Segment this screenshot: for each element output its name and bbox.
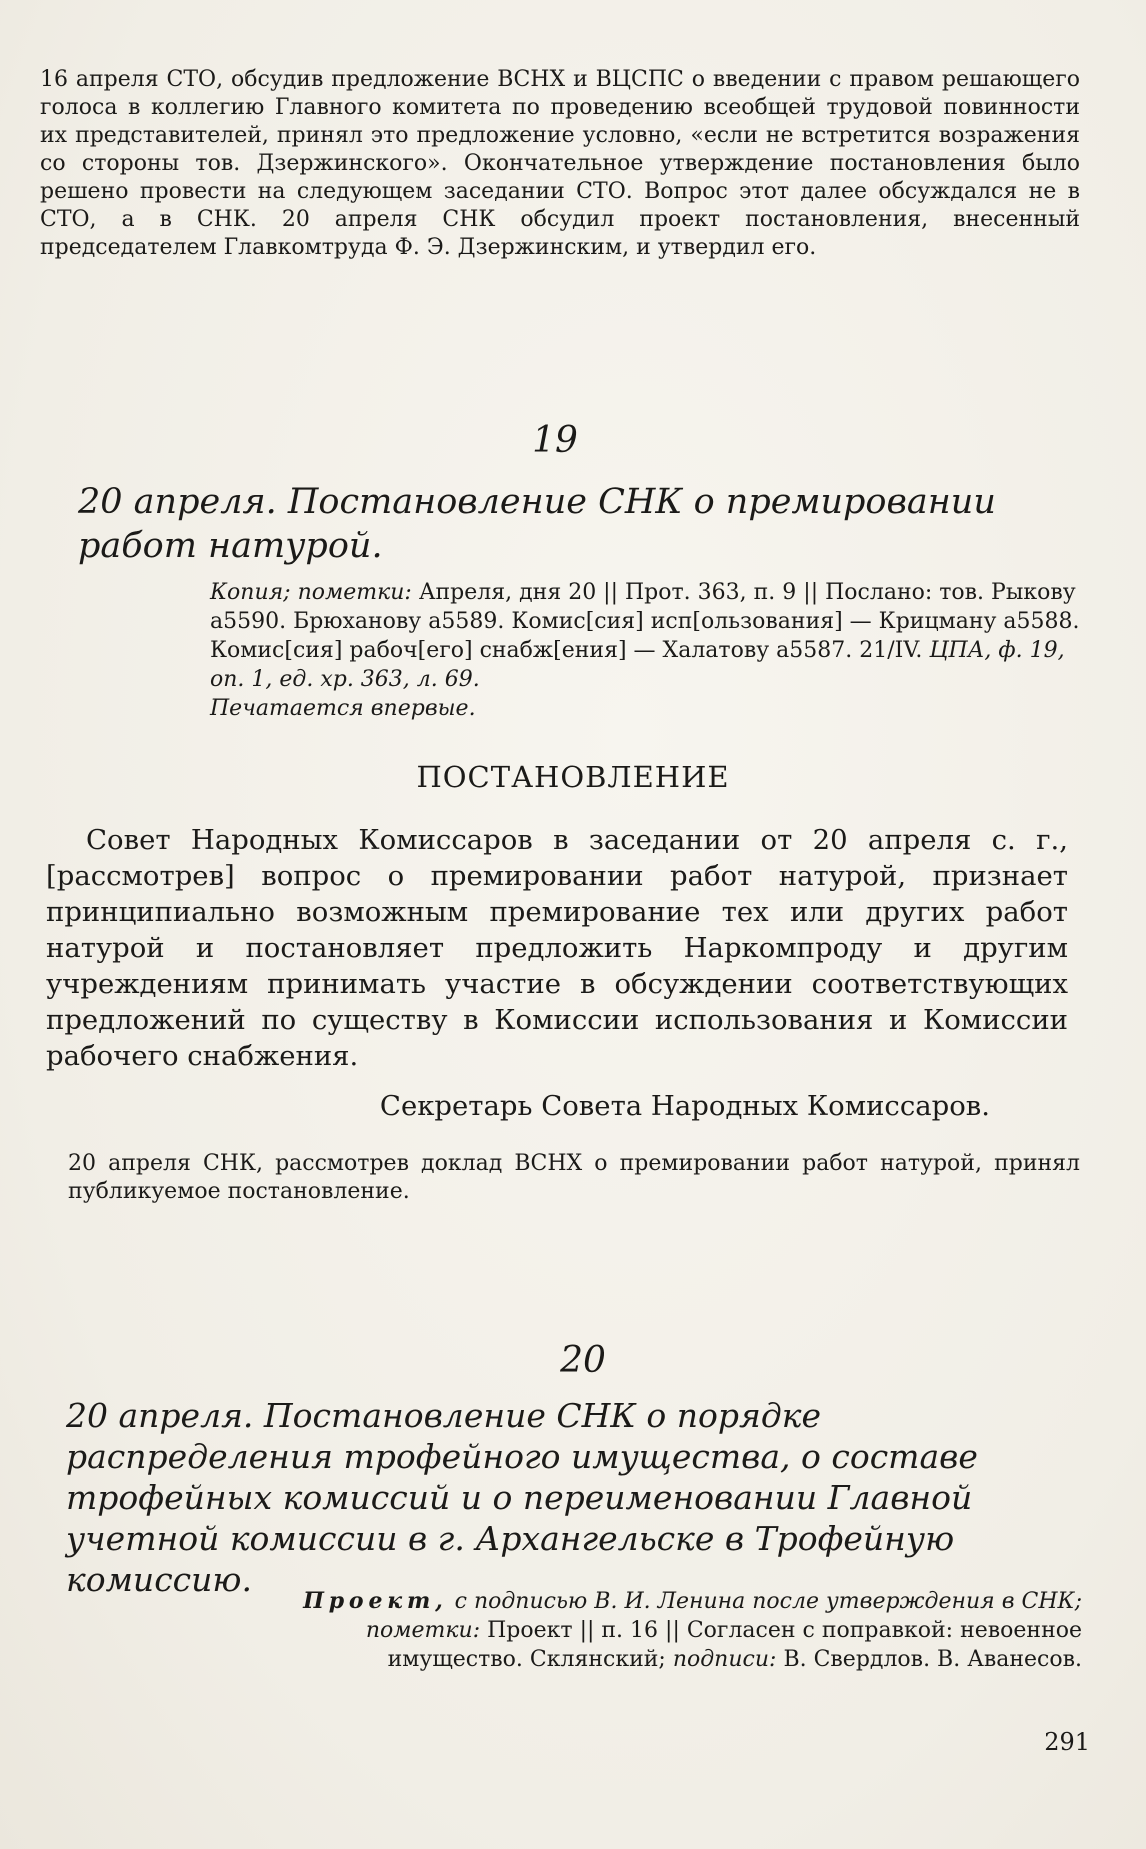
decree-note: 20 апреля СНК, рассмотрев доклад ВСНХ о премировании работ натурой, принял публикуемое постановление.	[68, 1151, 1080, 1204]
source-text: Проект || п. 16 || Согласен с поправкой: невоенное имущество. Склянский;	[387, 1618, 1082, 1672]
document-source-19	[210, 578, 1080, 723]
document-source-20	[230, 1587, 1082, 1674]
document-title-19: 20 апреля. Постановление СНК о премировании работ натурой.	[78, 482, 996, 566]
decree-heading: ПОСТАНОВЛЕНИЕ	[416, 760, 730, 794]
document-number-19: 19	[532, 420, 578, 461]
archive-reference: ЦПА, ф. 19, оп. 1, ед. хр. 363, л. 69.	[210, 638, 1065, 692]
decree-text: Совет Народных Комиссаров в заседании от 20 апреля с. г., [рассмотрев] вопрос о премировании работ натурой, признает принципиально возможным премирование тех или других работ натурой и постановляет предложить Наркомпроду и другим учреждениям принимать участие в обсуждении соответствующих предложений по существу в Комиссии использования и Комиссии рабочего снабжения.	[46, 824, 1068, 1072]
signatures-text: В. Свердлов. В. Аванесов.	[783, 1647, 1082, 1672]
document-number-20: 20	[560, 1340, 606, 1381]
page-number: 291	[1044, 1728, 1090, 1756]
source-text: Апреля, дня 20 || Прот. 363, п. 9 || Послано: тов. Рыкову а5590. Брюханову а5589. Комис[сия] исп[ользования] — Крицману а5588. Комис[сия] рабоч[его] снабж[ения] — Халатову а5587. 21/IV.	[210, 580, 1080, 663]
source-label: Копия; пометки:	[210, 580, 412, 605]
printed-note: Печатается впервые.	[210, 696, 476, 721]
source-label-signature: с подписью В. И. Ленина после утверждения в СНК; пометки:	[365, 1589, 1082, 1643]
intro-paragraph: 16 апреля СТО, обсудив предложение ВСНХ и ВЦСПС о введении с правом решающего голоса в коллегию Главного комитета по проведению всеобщей трудовой повинности их представителей, принял это предложение условно, «если не встретится возражения со стороны тов. Дзержинского». Окончательное утверждение постановления было решено провести на следующем заседании СТО. Вопрос этот далее обсуждался не в СТО, а в СНК. 20 апреля СНК обсудил проект постановления, внесенный председателем Главкомтруда Ф. Э. Дзержинским, и утвердил его.	[40, 67, 1080, 260]
document-title-20: 20 апреля. Постановление СНК о порядке распределения трофейного имущества, о составе трофейных комиссий и о переименовании Главной учетной комиссии в г. Архангельске в Трофейную комиссию.	[66, 1396, 978, 1599]
source-label-signatures: подписи:	[672, 1647, 777, 1672]
source-label-project: Проект,	[303, 1588, 448, 1614]
signature-line: Секретарь Совета Народных Комиссаров.	[379, 1090, 990, 1122]
